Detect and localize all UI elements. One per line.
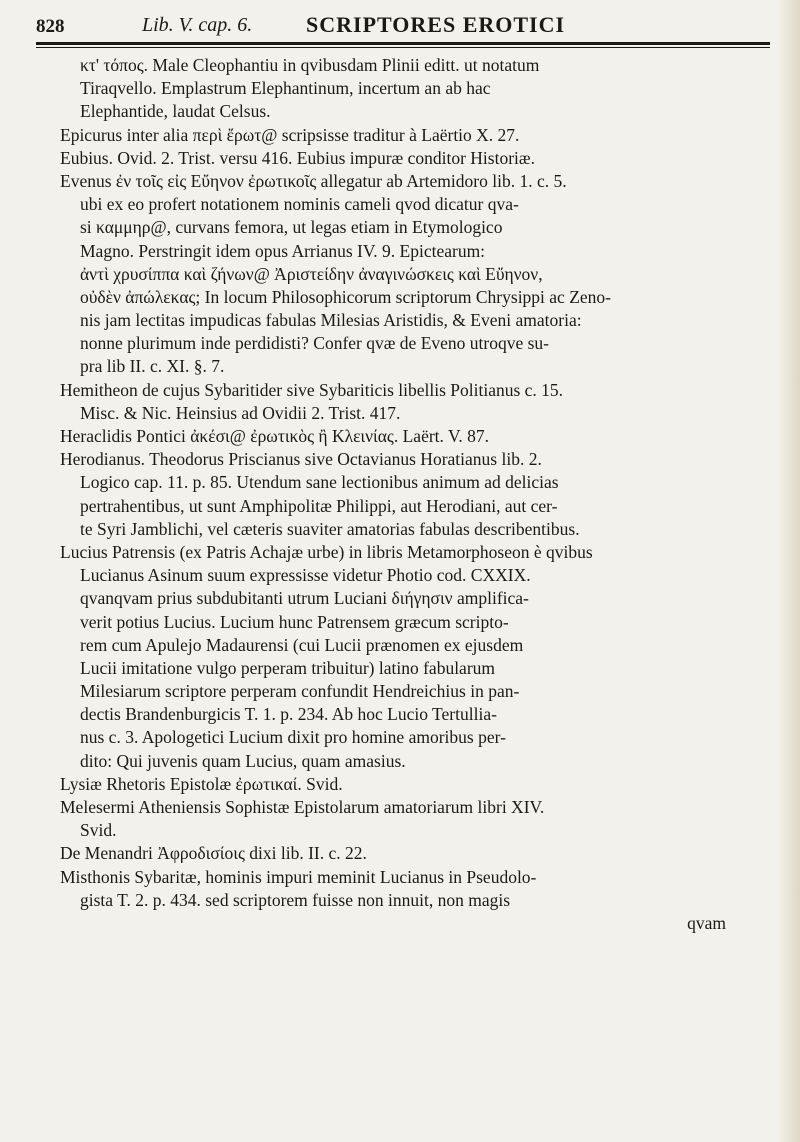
text-line: Evenus ἐν τοῖς εἰς Εὔηνον ἐρωτικοῖς allegatur ab Artemidoro lib. 1. c. 5.	[60, 170, 567, 191]
text-line: si καμμηρ@, curvans femora, ut legas etiam in Etymologico	[80, 217, 503, 238]
running-header	[36, 6, 762, 38]
text-line: Lucius Patrensis (ex Patris Achajæ urbe) in libris Metamorphoseon è qvibus	[60, 541, 593, 562]
text-line: Misthonis Sybaritæ, hominis impuri meminit Lucianus in Pseudolo-	[60, 866, 537, 887]
header-rule	[36, 42, 770, 45]
text-line: Heraclidis Pontici ἀκέσι@ ἐρωτικὸς ἢ Κλεινίας. Laërt. V. 87.	[60, 426, 489, 446]
text-line: nonne plurimum inde perdidisti? Confer qvæ de Eveno utroqve su-	[80, 333, 550, 354]
text-line: Svid.	[80, 820, 117, 841]
text-line: Tiraqvello. Emplastrum Elephantinum, incertum an ab hac	[80, 78, 491, 99]
text-line: pra lib II. c. XI. §. 7.	[80, 356, 225, 377]
text-line: οὐδὲν ἀπώλεκας; In locum Philosophicorum scriptorum Chrysippi ac Zeno-	[80, 286, 611, 307]
text-line: Epicurus inter alia περὶ ἔρωτ@ scripsisse traditur à Laërtio X. 27.	[60, 124, 520, 145]
page-number: 828	[36, 16, 65, 37]
section-reference: Lib. V. cap. 6.	[142, 14, 253, 36]
text-line: Melesermi Atheniensis Sophistæ Epistolarum amatoriarum libri XIV.	[60, 797, 545, 817]
text-line: qvanqvam prius subdubitanti utrum Luciani διήγησιν amplifica-	[80, 588, 529, 609]
text-line: verit potius Lucius. Lucium hunc Patrensem græcum scripto-	[80, 611, 509, 632]
text-body	[60, 54, 776, 935]
text-line: Magno. Perstringit idem opus Arrianus IV. 9. Epictearum:	[80, 240, 486, 261]
text-line: rem cum Apulejo Madaurensi (cui Lucii prænomen ex ejusdem	[80, 634, 524, 655]
page-edge-stain	[778, 0, 800, 1142]
text-line: dectis Brandenburgicis T. 1. p. 234. Ab hoc Lucio Tertullia-	[80, 704, 497, 725]
text-line: gista T. 2. p. 434. sed scriptorem fuisse non innuit, non magis	[80, 889, 511, 910]
text-line: Lucianus Asinum suum expressisse videtur Photio cod. CXXIX.	[80, 565, 531, 586]
text-line: nus c. 3. Apologetici Lucium dixit pro homine amoribus per-	[80, 727, 506, 748]
text-line: Milesiarum scriptore perperam confundit Hendreichius in pan-	[80, 681, 520, 702]
page-title: SCRIPTORES EROTICI	[306, 12, 566, 37]
text-line: κτ' τόπος. Male Cleophantiu in qvibusdam Plinii editt. ut notatum	[80, 55, 540, 75]
text-line: ἀντὶ χρυσίππα καὶ ζήνων@ Ἀριστείδην ἀναγινώσκεις καὶ Εὔηνον,	[80, 263, 543, 284]
text-line: nis jam lectitas impudicas fabulas Milesias Aristidis, & Eveni amatoria:	[80, 310, 582, 331]
text-line: Herodianus. Theodorus Priscianus sive Octavianus Horatianus lib. 2.	[60, 449, 542, 470]
text-line: Misc. & Nic. Heinsius ad Ovidii 2. Trist. 417.	[80, 402, 401, 423]
text-line: Hemitheon de cujus Sybaritider sive Sybariticis libellis Politianus c. 15.	[60, 379, 564, 400]
text-line: dito: Qui juvenis quam Lucius, quam amasius.	[80, 750, 406, 771]
text-line: De Menandri Ἀφροδισίοις dixi lib. II. c. 22.	[60, 843, 367, 864]
text-line: ubi ex eo profert notationem nominis cameli qvod dicatur qva-	[80, 194, 519, 215]
text-line: Eubius. Ovid. 2. Trist. versu 416. Eubius impuræ conditor Historiæ.	[60, 147, 535, 168]
text-line: Lucii imitatione vulgo perperam tribuitur) latino fabularum	[80, 657, 496, 678]
text-line: pertrahentibus, ut sunt Amphipolitæ Philippi, aut Herodiani, aut cer-	[80, 495, 558, 516]
text-line: qvam	[687, 912, 726, 933]
text-line: te Syri Jamblichi, vel cæteris suaviter amatorias fabulas describentibus.	[80, 518, 580, 539]
text-line: Elephantide, laudat Celsus.	[80, 101, 271, 122]
text-line: Logico cap. 11. p. 85. Utendum sane lectionibus animum ad delicias	[80, 472, 559, 493]
text-line: Lysiæ Rhetoris Epistolæ ἐρωτικαί. Svid.	[60, 773, 343, 794]
header-rule-thin	[36, 47, 770, 48]
